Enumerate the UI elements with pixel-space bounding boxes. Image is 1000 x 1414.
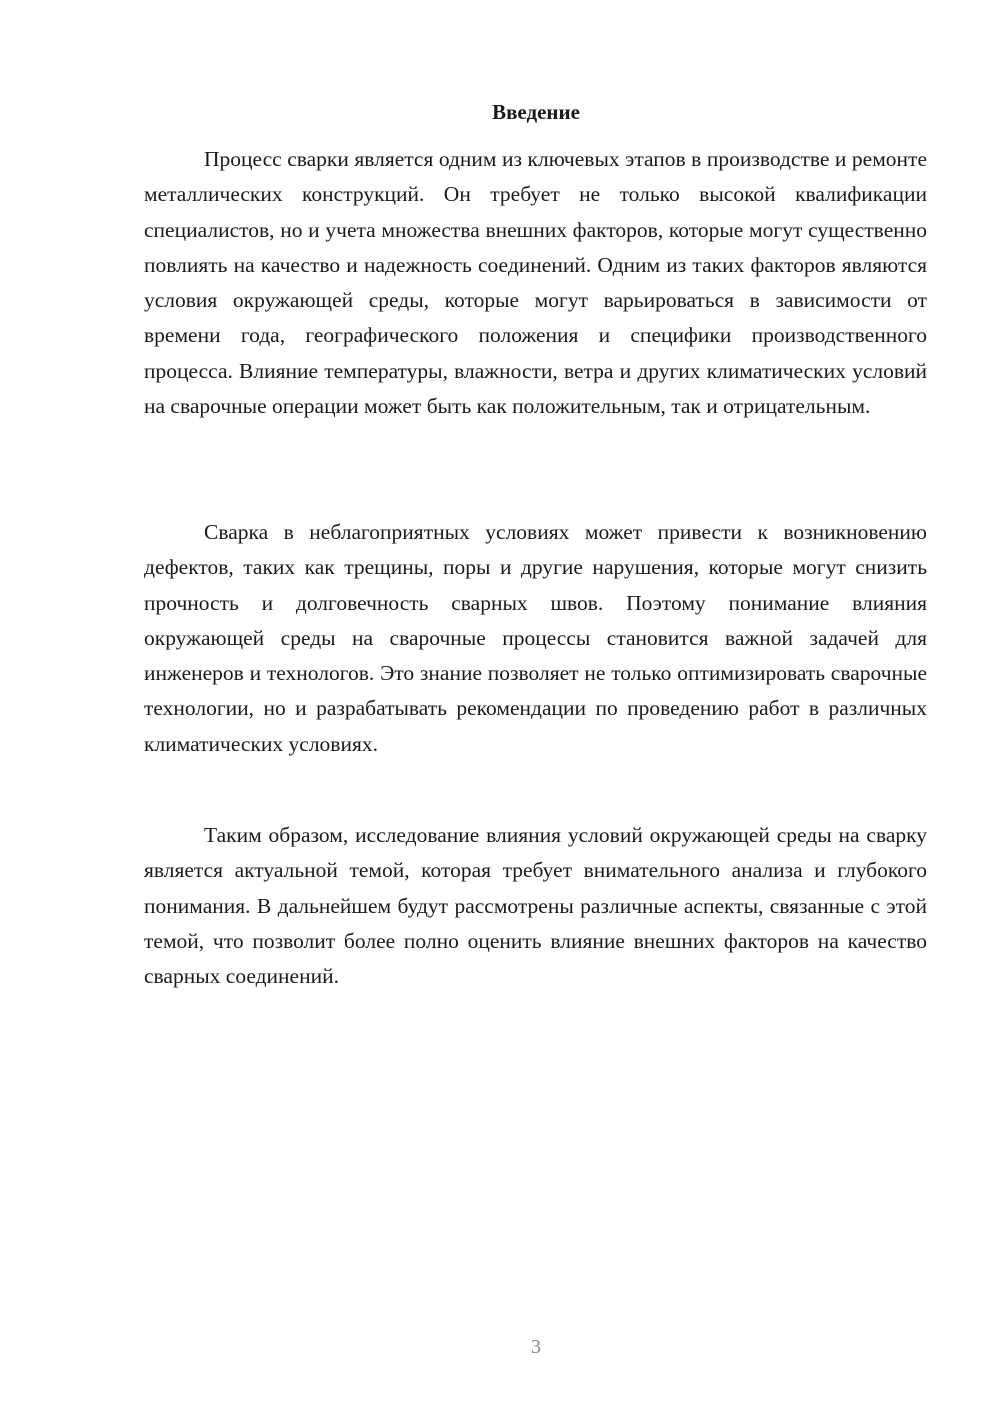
body-paragraph-1: Процесс сварки является одним из ключевых этапов в производстве и ремонте металлических конструкций. Он требует не только высокой квалификации специалистов, но и учета множества внешних факторов, которые могут существенно повлиять на качество и надежность соединений. Одним из таких факторов являются условия окружающей среды, которые могут варьироваться в зависимости от времени года, географического положения и специфики производственного процесса. Влияние температуры, влажности, ветра и других климатических условий на сварочные операции может быть как положительным, так и отрицательным. — [144, 147, 927, 419]
body-paragraph-2: Сварка в неблагоприятных условиях может привести к возникновению дефектов, таких как трещины, поры и другие нарушения, которые могут снизить прочность и долговечность сварных швов. Поэтому понимание влияния окружающей среды на сварочные процессы становится важной задачей для инженеров и технологов. Это знание позволяет не только оптимизировать сварочные технологии, но и разрабатывать рекомендации по проведению работ в различных климатических условиях. — [144, 520, 927, 756]
page-number: 3 — [531, 1336, 541, 1358]
section-heading: Введение — [492, 100, 580, 124]
body-paragraph-3: Таким образом, исследование влияния условий окружающей среды на сварку является актуальной темой, которая требует внимательного анализа и глубокого понимания. В дальнейшем будут рассмотрены различные аспекты, связанные с этой темой, что позволит более полно оценить влияние внешних факторов на качество сварных соединений. — [144, 823, 927, 989]
